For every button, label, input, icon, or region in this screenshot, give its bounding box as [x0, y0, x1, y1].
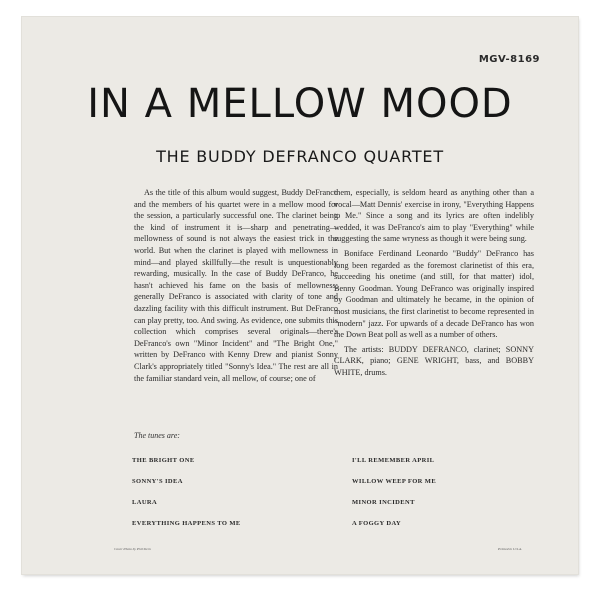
- album-title: IN A MELLOW MOOD: [87, 81, 513, 127]
- album-back-cover: [22, 17, 578, 574]
- tune-title: WILLOW WEEP FOR ME: [352, 478, 437, 485]
- tune-title: A FOGGY DAY: [352, 520, 402, 527]
- liner-notes-left-column: [134, 187, 338, 387]
- tune-title: THE BRIGHT ONE: [132, 457, 195, 464]
- tune-title: SONNY'S IDEA: [132, 478, 183, 485]
- liner-notes-paragraph: them, especially, is seldom heard as anything other than a vocal—Matt Dennis' exercise in irony, "Everything Happens to Me." Since a song and its lyrics are often indelibly wedded, it was DeFranco's aim to play "Everything" while suggesting the same wryness as though it were being sung.: [334, 188, 534, 244]
- printed-in-credit: Printed in U.S.A.: [498, 547, 523, 551]
- liner-notes-artists: The artists: BUDDY DEFRANCO, clarinet; SONNY CLARK, piano; GENE WRIGHT, bass, and BOBBY WHITE, drums.: [334, 344, 534, 377]
- artist-name: THE BUDDY DEFRANCO QUARTET: [156, 147, 444, 166]
- liner-notes-right-column: [334, 187, 534, 382]
- liner-notes-paragraph: Boniface Ferdinand Leonardo "Buddy" DeFranco has long been regarded as the foremost clarinetist of this era, succeeding his onetime (and still, for that matter) idol, Benny Goodman. Young DeFranco was originally inspired by Goodman and ultimately he became, in the opinion of most musicians, the first clarinetist to become represented in "modern" jazz. For upwards of a decade DeFranco has won the Down Beat poll as well as a number of others.: [334, 248, 534, 340]
- tune-title: EVERYTHING HAPPENS TO ME: [132, 520, 241, 527]
- tune-title: MINOR INCIDENT: [352, 499, 415, 506]
- tune-title: LAURA: [132, 499, 158, 506]
- liner-notes-paragraph: As the title of this album would suggest, Buddy DeFranco and the members of his quartet were in a mellow mood for the session, a particularly successful one. The clarinet being the kind of instrument it is—sharp and penetrating—mellowness of sound is not always the easiest trick in the world. But when the clarinet is played with mellowness in mind—and played skillfully—the result is unquestionably rewarding, musically. In the case of Buddy DeFranco, he hasn't achieved his fame on the basis of mellowness; generally DeFranco is associated with clarity of tone and dazzling facility with this difficult instrument. But DeFranco can play pretty, too. And swing. As evidence, one submits this collection which comprises several originals—there's DeFranco's own "Minor Incident" and "The Bright One," written by DeFranco with Kenny Drew and pianist Sonny Clark's appropriately titled "Sonny's Idea." The rest are all in the familiar standard vein, all mellow, of course; one of: [134, 188, 338, 383]
- tune-title: I'LL REMEMBER APRIL: [352, 457, 435, 464]
- cover-photo-credit: Cover Photo by Phil Stern: [114, 547, 151, 551]
- tunes-heading: The tunes are:: [134, 431, 180, 440]
- catalog-number: MGV-8169: [478, 54, 540, 65]
